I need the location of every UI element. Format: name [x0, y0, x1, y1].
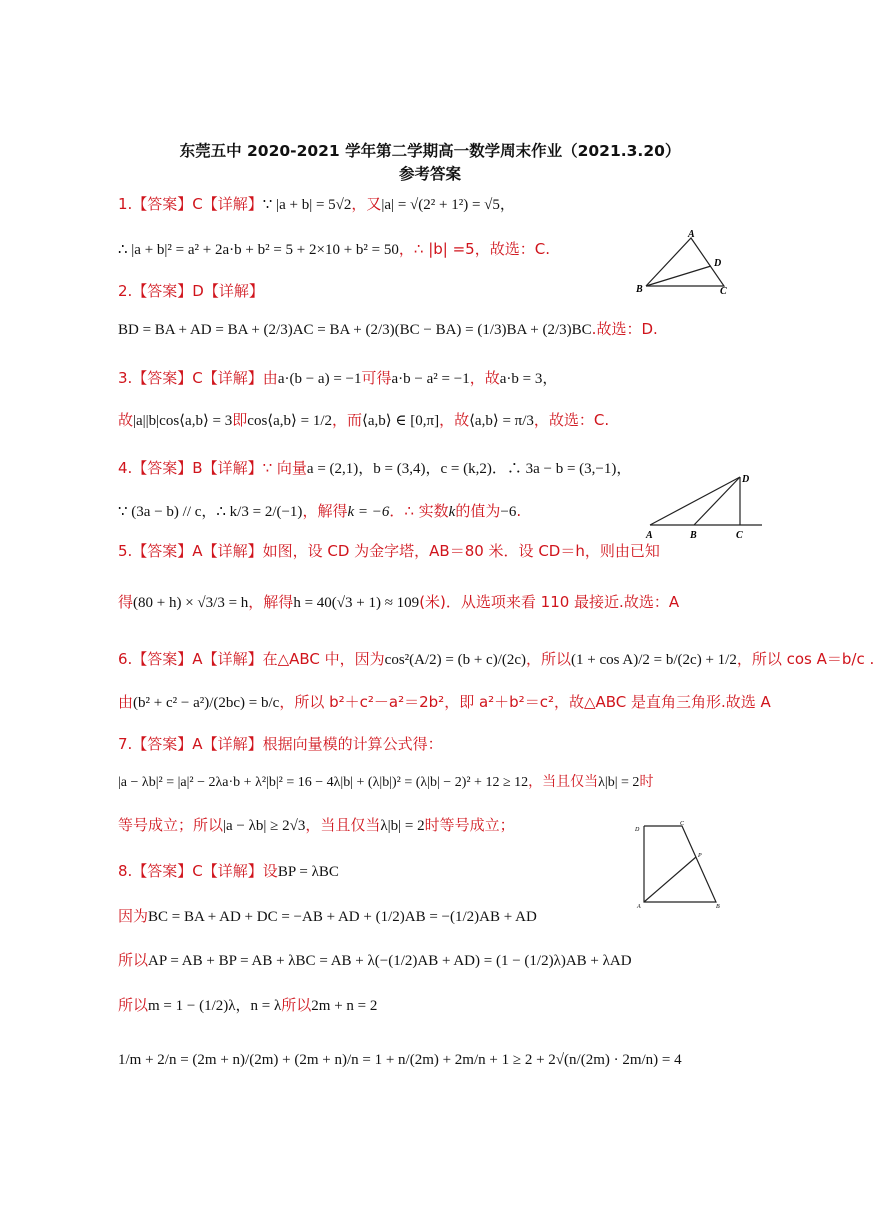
q6-line1	[118, 648, 874, 669]
q4-math-2: ∵ (3a − b) // c，∴ k/3 = 2/(−1)	[118, 504, 303, 520]
q8-math-6: 1/m + 2/n = (2m + n)/(2m) + (2m + n)/n = 1 + n/(2m) + 2m/n + 1 ≥ 2 + 2√(n/(2m) · 2m/n) = 4	[118, 1052, 682, 1068]
doc-title: 东莞五中 2020-2021 学年第二学期高一数学周末作业（2021.3.20）	[179, 142, 681, 160]
q4-math-3: k = −6	[347, 504, 390, 520]
q3-math-6: ⟨a,b⟩ ∈ [0,π]	[362, 413, 440, 429]
q4-text-c: ．∴ 实数	[389, 502, 449, 520]
q2-line2	[118, 318, 820, 339]
q3-math-4: |a||b|cos⟨a,b⟩ = 3	[133, 413, 233, 429]
q3-text-b: 可得	[361, 369, 392, 387]
q3-math-1: a·(b − a) = −1	[277, 371, 362, 387]
q4-text-b: ，解得	[302, 502, 348, 520]
q6-math-3: (b² + c² − a²)/(2bc) = b/c	[133, 695, 280, 711]
q3-text-d: 故	[118, 411, 134, 429]
q2-tail: .故选：D.	[591, 320, 658, 338]
q3-label: 3.【答案】C【详解】	[118, 369, 263, 387]
fig3-label-a: A	[637, 904, 641, 910]
q8-line5	[118, 1050, 820, 1069]
q8-math-3: AP = AB + BP = AB + λBC = AB + λ(−(1/2)AB + AD) = (1 − (1/2)λ)AB + λAD	[148, 953, 632, 969]
q8-text-c: 所以	[118, 951, 149, 969]
q3-text-h: ，故选：C.	[533, 411, 610, 429]
q7-text-a: 根据向量模的计算公式得：	[262, 735, 443, 753]
q1-tail: ，∴ |b| =5，故选：C.	[398, 240, 550, 258]
q6-text-d: 由	[118, 693, 134, 711]
q8-line1	[118, 860, 820, 881]
doc-subtitle: 参考答案	[398, 165, 461, 183]
q1-label: 1.【答案】C【详解】	[118, 195, 263, 213]
q5-line2	[118, 591, 820, 612]
q8-math-5: 2m + n = 2	[311, 998, 378, 1014]
q4-label: 4.【答案】B【详解】	[118, 459, 263, 477]
q6-line2	[118, 691, 820, 712]
q8-line4	[118, 994, 820, 1015]
q6-text-e: ，所以 b²＋c²－a²＝2b²，即 a²＋b²＝c²，故△ABC 是直角三角形.故选 A	[279, 693, 771, 711]
fig2-label-a: A	[646, 530, 653, 541]
q3-text-e: 即	[232, 411, 248, 429]
q1-math-2: ∴ |a + b|² = a² + 2a·b + b² = 5 + 2×10 + b² = 50	[118, 242, 399, 258]
q5-text-b: 得	[118, 593, 134, 611]
q4-text-e: .	[516, 502, 522, 520]
fig1-label-a: A	[688, 229, 695, 240]
q5-math-2: h = 40(√3 + 1) ≈ 109	[293, 595, 420, 611]
q8-line3	[118, 949, 820, 970]
fig3-label-p: P	[698, 853, 702, 859]
q4-math-5: −6	[500, 504, 517, 520]
q5-label: 5.【答案】A【详解】	[118, 542, 263, 560]
q5-text-d: (米)．从选项来看 110 最接近.故选：A	[419, 593, 680, 611]
q4-text-d: 的值为	[455, 502, 501, 520]
fig3-label-c: C	[680, 821, 685, 827]
q8-text-e: 所以	[281, 996, 312, 1014]
fig1-label-b: B	[636, 284, 643, 295]
q7-line1	[118, 733, 820, 754]
q7-text-d: 等号成立；所以	[118, 816, 224, 834]
q2-math: BD = BA + AD = BA + (2/3)AC = BA + (2/3)(BC − BA) = (1/3)BA + (2/3)BC	[118, 322, 592, 338]
q3-math-2: a·b − a² = −1	[391, 371, 470, 387]
fig3-label-b: B	[716, 904, 720, 910]
q6-math-2: (1 + cos A)/2 = b/(2c) + 1/2	[571, 652, 737, 668]
q7-math-3: |a − λb| ≥ 2√3	[223, 818, 306, 834]
q5-line1	[118, 540, 820, 561]
q1-text: ，又	[351, 195, 382, 213]
q7-text-f: 时等号成立；	[424, 816, 515, 834]
q8-math-2: BC = BA + AD + DC = −AB + AD + (1/2)AB = −(1/2)AB + AD	[148, 909, 537, 925]
q3-text-g: ，故	[439, 411, 470, 429]
q8-math-4: m = 1 − (1/2)λ，n = λ	[148, 998, 282, 1014]
q6-text-b: ，所以	[526, 650, 572, 668]
q7-label: 7.【答案】A【详解】	[118, 735, 263, 753]
q2-label: 2.【答案】D【详解】	[118, 282, 264, 300]
q7-text-c: 时	[639, 774, 654, 790]
q6-math-1: cos²(A/2) = (b + c)/(2c)	[384, 652, 527, 668]
q7-math-1: |a − λb|² = |a|² − 2λa·b + λ²|b|² = 16 − 4λ|b| + (λ|b|)² = (λ|b| − 2)² + 12 ≥ 12	[118, 775, 529, 790]
q7-text-e: ，当且仅当	[305, 816, 381, 834]
q8-text-a: 设	[262, 862, 278, 880]
q5-text-a: 如图，设 CD 为金字塔，AB＝80 米．设 CD＝h，则由已知	[262, 542, 660, 560]
q8-text-b: 因为	[118, 907, 149, 925]
q6-text-c: ，所以 cos A＝b/c .	[736, 650, 874, 668]
q1-line1	[118, 193, 820, 214]
q3-text-a: 由	[262, 369, 278, 387]
q7-text-b: ，当且仅当	[528, 774, 599, 790]
q8-line2	[118, 905, 820, 926]
q6-label: 6.【答案】A【详解】	[118, 650, 263, 668]
q3-text-f: ，而	[332, 411, 363, 429]
q7-math-2: λ|b| = 2	[598, 775, 640, 790]
q7-math-4: λ|b| = 2	[380, 818, 425, 834]
q3-math-7: ⟨a,b⟩ = π/3	[469, 413, 534, 429]
fig1-label-c: C	[720, 286, 727, 297]
q8-label: 8.【答案】C【详解】	[118, 862, 263, 880]
q1-math-a: ∵ |a + b| = 5√2	[262, 197, 352, 213]
fig2-label-d: D	[742, 474, 750, 485]
q3-text-c: ，故	[469, 369, 500, 387]
q5-text-c: ，解得	[248, 593, 294, 611]
q6-text-a: 在△ABC 中，因为	[262, 650, 385, 668]
q3-line1	[118, 367, 820, 388]
q4-math-4: k	[448, 504, 456, 520]
q1-math-b: |a| = √(2² + 1²) = √5，	[381, 197, 515, 213]
q4-math-1: a = (2,1)，b = (3,4)，c = (k,2)．∴ 3a − b = (3,−1)，	[306, 461, 632, 477]
q2-line1	[118, 280, 820, 301]
q4-text-a: ∵ 向量	[262, 459, 307, 477]
fig3-label-d: D	[635, 827, 640, 833]
q3-math-5: cos⟨a,b⟩ = 1/2	[247, 413, 333, 429]
q7-line2	[118, 771, 820, 791]
q5-math-1: (80 + h) × √3/3 = h	[133, 595, 249, 611]
fig2-label-c: C	[736, 530, 743, 541]
figure-pyramid	[644, 470, 764, 540]
q8-text-d: 所以	[118, 996, 149, 1014]
q3-line2	[118, 409, 820, 430]
fig2-label-b: B	[690, 530, 697, 541]
fig1-label-d: D	[714, 258, 722, 269]
q8-math-1: BP = λBC	[277, 864, 339, 880]
q3-math-3: a·b = 3，	[499, 371, 558, 387]
